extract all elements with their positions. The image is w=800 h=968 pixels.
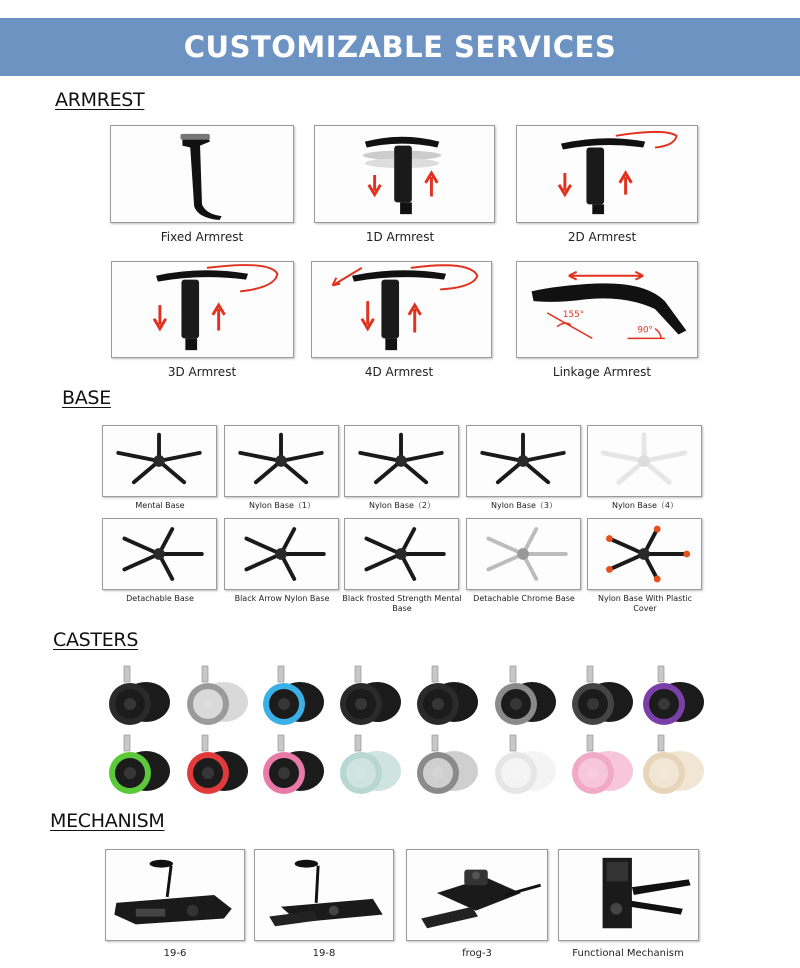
base-hub (517, 548, 529, 560)
caster-wheel[interactable] (256, 735, 332, 797)
leg-cover (654, 526, 661, 533)
fixed-armrest-photo[interactable] (110, 125, 294, 223)
services-banner: CUSTOMIZABLE SERVICES (0, 18, 800, 76)
caster-stem (587, 735, 593, 751)
caster-stem (510, 735, 516, 751)
2d-armrest-photo[interactable] (516, 125, 698, 223)
caster-highlight (124, 698, 136, 710)
caster-icon (410, 735, 486, 797)
caster-wheel[interactable] (256, 666, 332, 728)
armrest-label: 4D Armrest (364, 365, 434, 379)
mechanism-label: 19-8 (312, 948, 336, 959)
star-base-icon (345, 426, 458, 496)
armrest-label: 2D Armrest (567, 230, 637, 244)
leg-cover (606, 566, 613, 573)
base-label: Detachable Chrome Base (473, 594, 575, 603)
caster-icon (565, 735, 641, 797)
caster-icon (256, 735, 332, 797)
base-leg (523, 453, 564, 461)
3d-armrest-photo[interactable] (111, 261, 294, 358)
caster-wheel[interactable] (333, 735, 409, 797)
base-hub (395, 455, 407, 467)
section-title-base: BASE (62, 387, 111, 409)
caster-stem (432, 735, 438, 751)
caster-highlight (124, 767, 136, 779)
caster-highlight (658, 698, 670, 710)
base-label: Nylon Base（1） (248, 501, 316, 510)
mechanism-19-6-photo[interactable] (105, 849, 245, 941)
caster-stem (510, 666, 516, 682)
caster-icon (488, 735, 564, 797)
base-label: Nylon Base（2） (368, 501, 436, 510)
base-photo[interactable] (587, 518, 702, 590)
caster-stem (278, 735, 284, 751)
base-hub (517, 455, 529, 467)
caster-icon (256, 666, 332, 728)
mechanism-label: 19-6 (163, 948, 187, 959)
base-label: Nylon Base With Plastic Cover (597, 594, 693, 613)
caster-icon (488, 666, 564, 728)
caster-icon (565, 666, 641, 728)
base-photo[interactable] (344, 425, 459, 497)
star-base-icon (103, 426, 216, 496)
caster-highlight (355, 767, 367, 779)
leg-cover (654, 576, 661, 583)
4d-armrest-photo[interactable] (311, 261, 492, 358)
star-base-icon (345, 519, 458, 589)
caster-highlight (202, 767, 214, 779)
caster-highlight (278, 767, 290, 779)
caster-icon (180, 666, 256, 728)
functional-mechanism-photo[interactable] (558, 849, 699, 941)
base-hub (638, 455, 650, 467)
caster-stem (587, 666, 593, 682)
base-photo[interactable] (102, 518, 217, 590)
caster-wheel[interactable] (333, 666, 409, 728)
base-label: Black frosted Strength Mental Base (342, 594, 462, 613)
caster-wheel[interactable] (636, 666, 712, 728)
base-photo[interactable] (102, 425, 217, 497)
base-label: Detachable Base (126, 594, 194, 603)
base-label: Black Arrow Nylon Base (234, 594, 330, 603)
base-label: Nylon Base（4） (611, 501, 679, 510)
caster-stem (202, 666, 208, 682)
leg-cover (683, 551, 690, 558)
caster-wheel[interactable] (565, 666, 641, 728)
armrest-label: Linkage Armrest (552, 365, 652, 379)
armrest-label: 1D Armrest (365, 230, 435, 244)
caster-highlight (278, 698, 290, 710)
linkage-armrest-photo[interactable] (516, 261, 698, 358)
caster-highlight (587, 698, 599, 710)
base-hub (638, 548, 650, 560)
base-hub (153, 455, 165, 467)
caster-wheel[interactable] (102, 666, 178, 728)
base-photo[interactable] (466, 425, 581, 497)
angle-label: 90° (637, 325, 653, 336)
caster-icon (102, 666, 178, 728)
caster-stem (124, 666, 130, 682)
mechanism-19-8-photo[interactable] (254, 849, 394, 941)
section-title-mechanism: MECHANISM (50, 810, 165, 832)
base-label: Nylon Base（3） (490, 501, 558, 510)
base-photo[interactable] (587, 425, 702, 497)
star-base-icon (225, 519, 338, 589)
star-base-icon (467, 426, 580, 496)
caster-stem (202, 735, 208, 751)
caster-icon (333, 735, 409, 797)
caster-stem (432, 666, 438, 682)
1d-armrest-photo[interactable] (314, 125, 495, 223)
caster-stem (355, 735, 361, 751)
caster-wheel[interactable] (636, 735, 712, 797)
star-base-icon (588, 519, 701, 589)
caster-stem (658, 735, 664, 751)
base-hub (153, 548, 165, 560)
base-hub (275, 548, 287, 560)
mechanism-label: Functional Mechanism (572, 948, 684, 959)
section-title-armrest: ARMREST (55, 89, 145, 111)
caster-highlight (510, 767, 522, 779)
base-leg (360, 453, 401, 461)
base-leg (644, 453, 685, 461)
base-photo[interactable] (344, 518, 459, 590)
base-leg (482, 453, 523, 461)
caster-highlight (658, 767, 670, 779)
caster-icon (636, 666, 712, 728)
caster-highlight (510, 698, 522, 710)
caster-wheel[interactable] (180, 735, 256, 797)
caster-icon (636, 735, 712, 797)
mechanism-label: frog-3 (462, 948, 492, 959)
base-leg (118, 453, 159, 461)
caster-highlight (432, 698, 444, 710)
armrest-label: 3D Armrest (167, 365, 237, 379)
star-base-icon (225, 426, 338, 496)
caster-highlight (202, 698, 214, 710)
leg-cover (606, 535, 613, 542)
caster-wheel[interactable] (565, 735, 641, 797)
base-photo[interactable] (224, 518, 339, 590)
caster-wheel[interactable] (410, 735, 486, 797)
base-leg (281, 453, 322, 461)
caster-wheel[interactable] (488, 735, 564, 797)
base-leg (159, 453, 200, 461)
star-base-icon (103, 519, 216, 589)
section-title-casters: CASTERS (53, 629, 139, 651)
caster-icon (180, 735, 256, 797)
caster-icon (410, 666, 486, 728)
base-leg (401, 453, 442, 461)
caster-highlight (587, 767, 599, 779)
caster-wheel[interactable] (102, 735, 178, 797)
caster-highlight (432, 767, 444, 779)
caster-stem (278, 666, 284, 682)
caster-wheel[interactable] (410, 666, 486, 728)
caster-wheel[interactable] (180, 666, 256, 728)
caster-wheel[interactable] (488, 666, 564, 728)
star-base-icon (467, 519, 580, 589)
armrest-label: Fixed Armrest (160, 230, 244, 244)
caster-icon (102, 735, 178, 797)
caster-highlight (355, 698, 367, 710)
base-label: Mental Base (135, 501, 185, 510)
base-photo[interactable] (224, 425, 339, 497)
caster-stem (658, 666, 664, 682)
base-leg (603, 453, 644, 461)
caster-stem (124, 735, 130, 751)
base-hub (275, 455, 287, 467)
base-photo[interactable] (466, 518, 581, 590)
caster-stem (355, 666, 361, 682)
base-leg (240, 453, 281, 461)
mechanism-frog-3-photo[interactable] (406, 849, 548, 941)
angle-label: 155° (562, 309, 585, 320)
caster-icon (333, 666, 409, 728)
star-base-icon (588, 426, 701, 496)
base-hub (395, 548, 407, 560)
